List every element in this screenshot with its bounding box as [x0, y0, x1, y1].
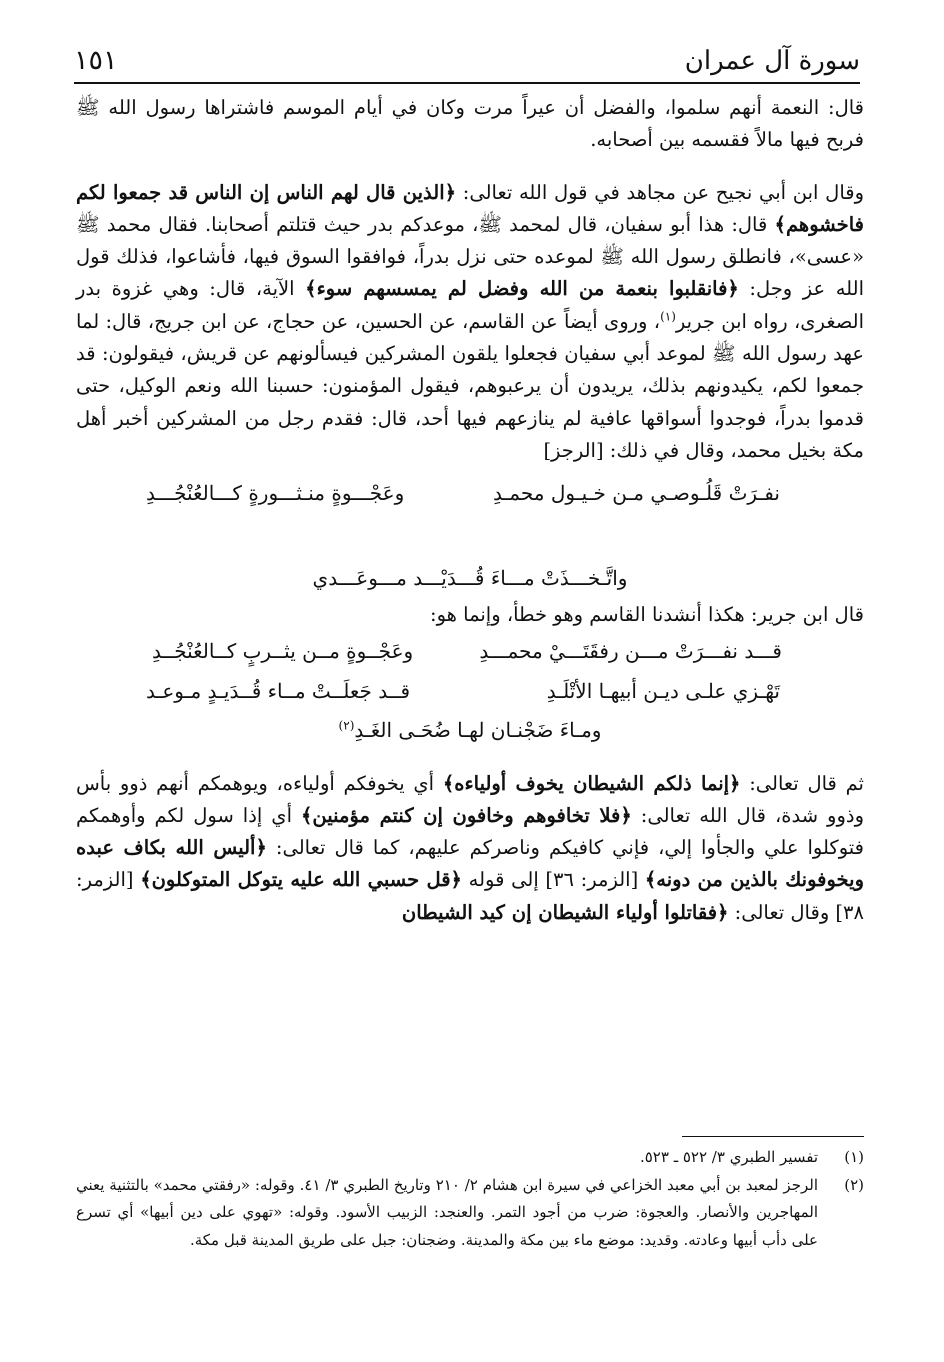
main-text [76, 92, 864, 929]
poem-2-left-hemistich: وعَجْــوةٍ مــن يثــربٍ كــالعُنْجُــدِ [152, 639, 414, 664]
quran-quote: ﴿أليس الله بكاف عبده ويخوفونك بالذين من دونه﴾ [76, 836, 864, 892]
quran-quote: ﴿قل حسبي الله عليه يتوكل المتوكلون﴾ [140, 868, 462, 892]
footnotes [76, 1144, 864, 1254]
footnote-separator [682, 1136, 864, 1137]
paragraph-2 [76, 177, 864, 468]
paragraph-4-text: أي إذا سول لكم وأوهمكم فتوكلوا علي والجأوا إلي، فإني كافيكم وناصركم عليهم، كما قال تعالى: [76, 803, 864, 860]
paragraph-1 [76, 92, 864, 157]
poem-1-verse [76, 467, 864, 519]
poem-1-center-line: واتَّـخـــذَتْ مـــاءَ قُـــدَيْـــد مـــوعَـــدي [312, 566, 628, 591]
footnote-2 [76, 1172, 864, 1255]
quran-quote: ﴿إنما ذلكم الشيطان يخوف أولياءه﴾ [442, 771, 741, 795]
poem-2-left-hemistich: قــد جَعلَــتْ مــاء قُــدَيـدٍ مـوعـد [146, 679, 411, 704]
surah-title: سورة آل عمران [684, 46, 860, 76]
poem-1 [76, 467, 864, 599]
quran-quote: ﴿فانقلبوا بنعمة من الله وفضل لم يمسسهم سوء﴾ [305, 277, 739, 301]
paragraph-4-text: [الزمر: ٣٨] وقال تعالى: [76, 868, 864, 924]
poem-2 [76, 632, 864, 748]
paragraph-3: قال ابن جرير: هكذا أنشدنا القاسم وهو خطأ، وإنما هو: [430, 603, 864, 627]
poem-2-right-hemistich: قـــد نفـــرَتْ مـــن رفقَتَـــيْ محمـــدِ [479, 639, 782, 664]
footnote-number: (٢) [844, 1175, 864, 1194]
poem-2-verse-1 [76, 632, 864, 672]
paragraph-4-text: ثم قال تعالى: [740, 771, 864, 795]
footnote-ref-2: (٢) [338, 717, 355, 732]
paragraph-2-text: ، وروى أيضاً عن القاسم، عن الحسين، عن حجاج، عن ابن جريج، قال: لما عهد رسول الله ﷺ لموعد أبي سفيان فجعلوا يلقون المشركين فيسألونهم عن قريش، فيقولون: قد جمعوا لكم، يكيدونهم بذلك، يريدون أن يرعبوهم، فيقول المؤمنون: حسبنا الله ونعم الوكيل، حتى قدموا بدراً، فوجدوا أسواقها عافية لم ينازعهم فيها أحد، قال: فقدم رجل من المشركين أخبر أهل مكة بخيل محمد، وقال في ذلك: [الرجز] [76, 309, 864, 462]
page-number: ١٥١ [74, 45, 118, 76]
poem-2-center-line [76, 712, 864, 748]
quran-quote: ﴿فلا تخافوهم وخافون إن كنتم مؤمنين﴾ [300, 803, 632, 827]
footnote-text: الرجز لمعبد بن أبي معبد الخزاعي في سيرة ابن هشام ٢/ ٢١٠ وتاريخ الطبري ٣/ ٤١. وقوله: «رفقتي محمد» بالتثنية يعني المهاجرين والأنصار. والعجوة: ضرب من أجود التمر. والعنجد: الزبيب الأسود. وقوله: «تهوي على دين أبيها» أي تسرع على دأب أبيها وعادته. وقديد: موضع ماء بين مكة والمدينة. وضجنان: جبل على طريق المدينة قبل مكة. [76, 1175, 818, 1249]
paragraph-2-text: قال: هذا أبو سفيان، قال لمحمد ﷺ، موعدكم بدر حيث قتلتم أصحابنا. فقال محمد ﷺ «عسى»، فانطلق رسول الله ﷺ لموعده حتى نزل بدراً، فوافقوا السوق فيها، فأشاعوا، فذلك قول الله عز وجل: [76, 212, 864, 301]
poem-2-right-hemistich: تَهْـزي علـى ديـن أبيهـا الأتْلَـدِ [546, 679, 780, 704]
paragraph-1-line-2: فربح فيها مالاً فقسمه بين أصحابه. [590, 128, 864, 152]
quran-quote: ﴿الذين قال لهم الناس إن الناس قد جمعوا لكم فاخشوهم﴾ [76, 180, 864, 236]
paragraph-1-line-1: قال: النعمة أنهم سلموا، والفضل أن عيراً مرت وكان في أيام الموسم فاشتراها رسول الله ﷺ [76, 96, 864, 119]
paragraph-4-text: أي يخوفكم أولياءه، ويوهمكم أنهم ذوو بأس وذوو شدة، قال الله تعالى: [76, 771, 864, 827]
paragraph-2-text: وقال ابن أبي نجيح عن مجاهد في قول الله تعالى: [456, 180, 864, 204]
footnote-1 [76, 1144, 864, 1172]
footnote-ref-1: (١) [660, 309, 676, 324]
page-header [74, 38, 860, 84]
poem-2-verse-2 [76, 672, 864, 712]
poem-2-center-text: ومـاءَ ضَجْنـان لهـا ضُحَـى الغَـدِ [354, 717, 602, 742]
poem-1-left-hemistich: وعَجْـــوةٍ منـثـــورةٍ كـــالعُنْجُـــدِ [146, 481, 405, 506]
paragraph-4 [76, 768, 864, 929]
footnote-number: (١) [844, 1148, 864, 1166]
footnote-text: تفسير الطبري ٣/ ٥٢٢ ـ ٥٢٣. [639, 1148, 818, 1166]
paragraph-4-text: [الزمر: ٣٦] إلى قوله [461, 868, 645, 892]
poem-1-right-hemistich: نفـرَتْ قَلُـوصـي مـن خـيـول محمـدِ [492, 481, 780, 506]
paragraph-2-text: الآية، قال: وهي غزوة بدر الصغرى، رواه ابن جرير [76, 277, 864, 333]
quran-quote: ﴿فقاتلوا أولياء الشيطان إن كيد الشيطان [401, 900, 729, 924]
